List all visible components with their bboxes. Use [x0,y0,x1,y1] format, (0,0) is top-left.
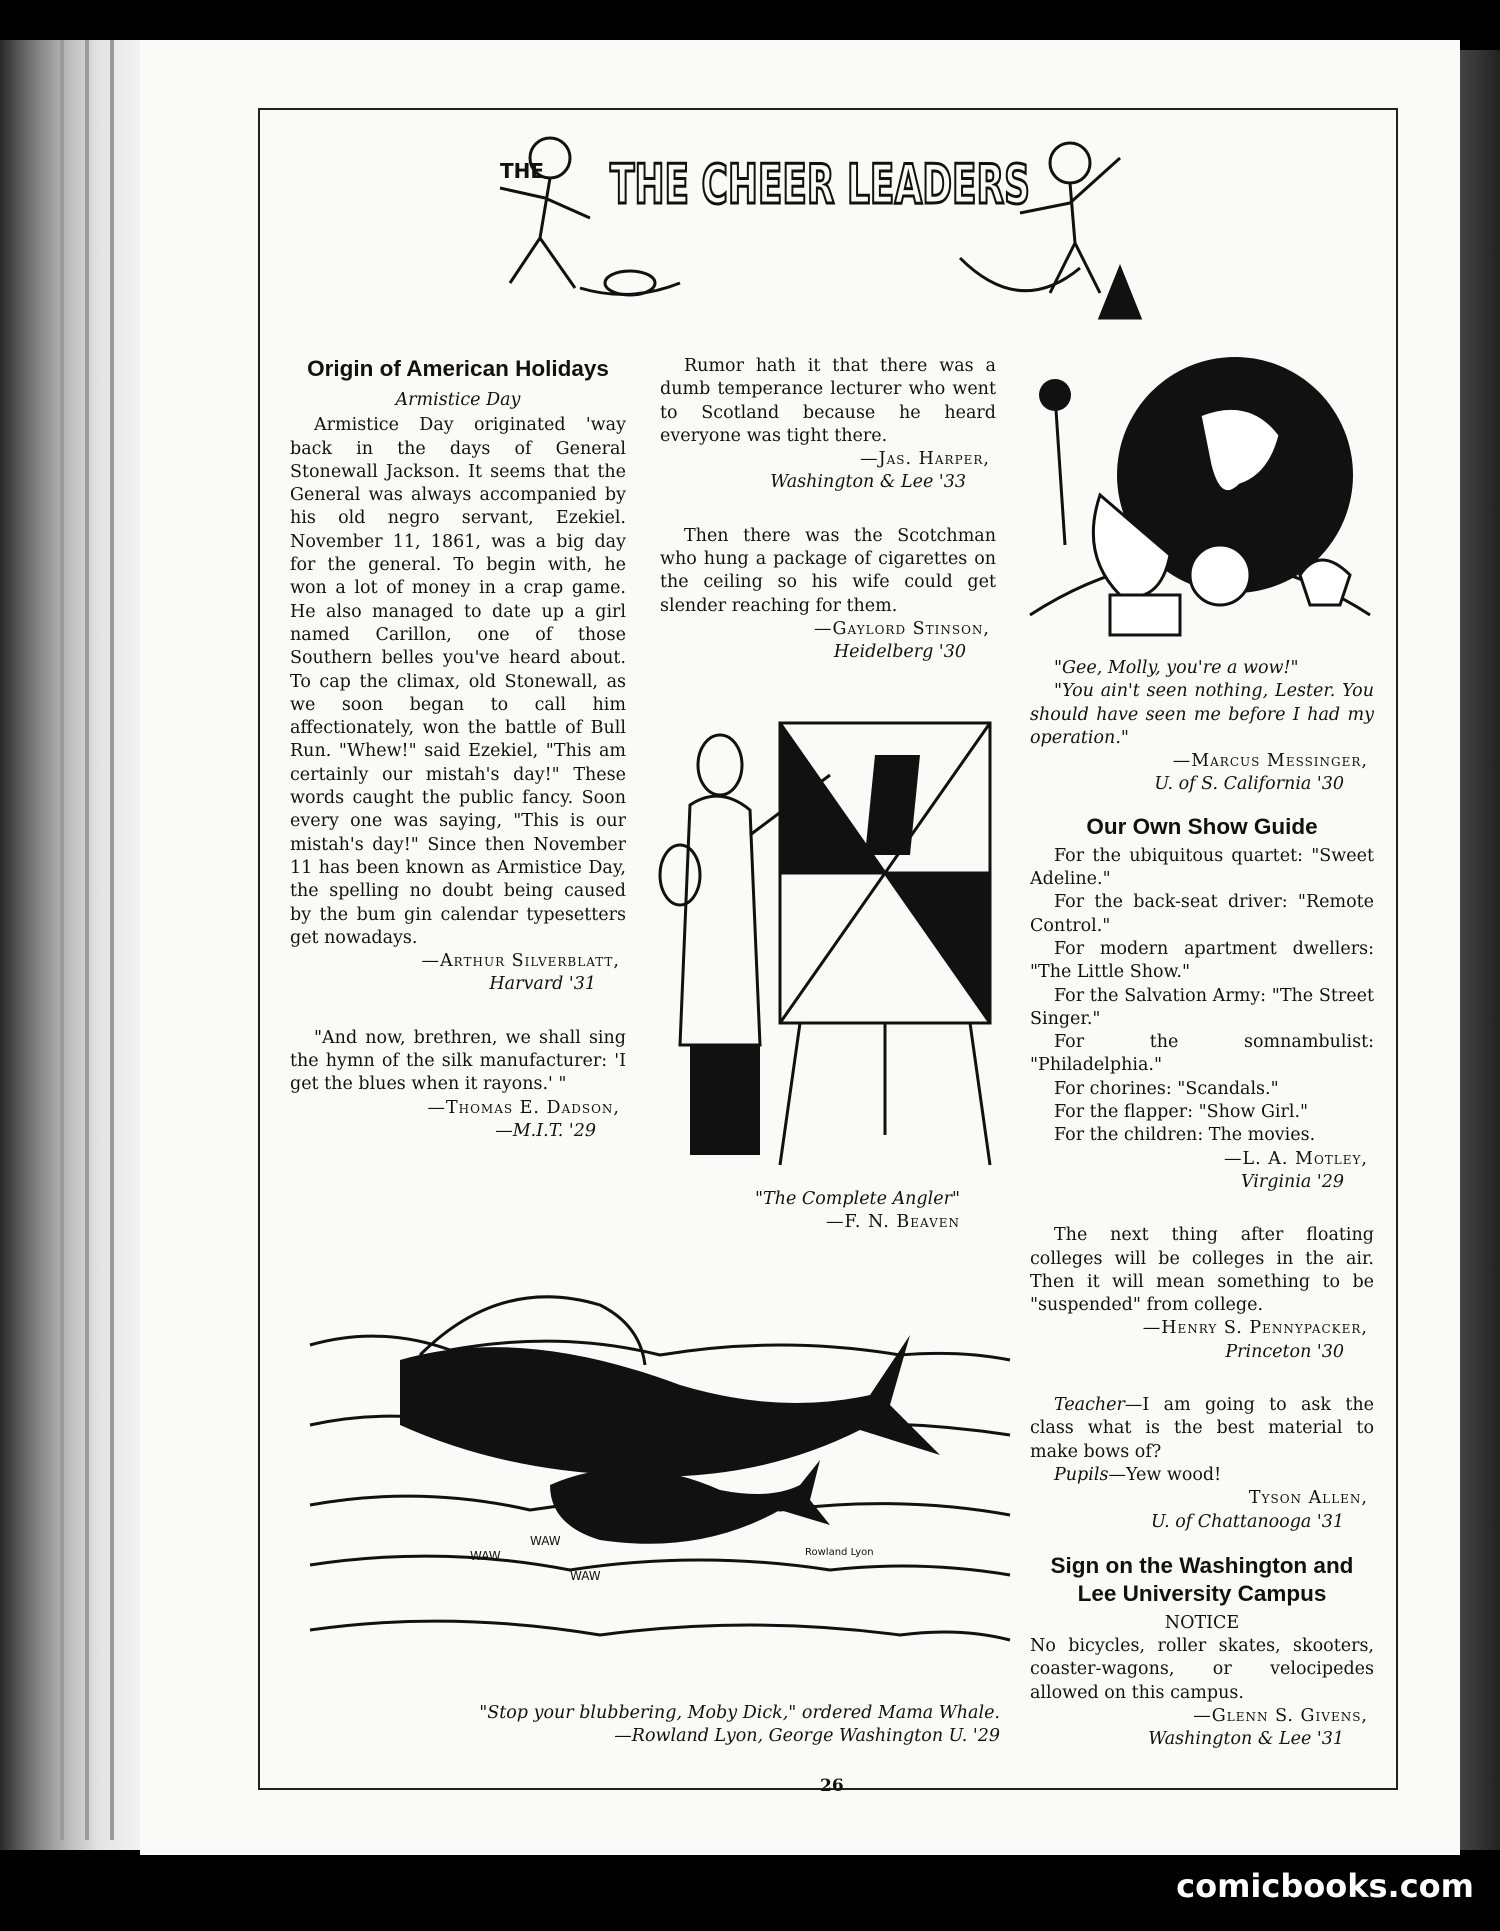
joke-scotchman: Then there was the Scotchman who hung a package of cigarettes on the ceiling so his wife could get slender reaching for them. [660,525,996,616]
show-guide-item: For the somnambulist: "Philadelphia." [1030,1032,1374,1076]
author-pennypacker: —Henry S. Pennypacker, [1142,1318,1368,1339]
byline [660,448,996,495]
waw-1: WAW [470,1549,501,1563]
page-edge [85,40,89,1840]
column-middle [660,355,996,665]
show-guide-item: For the children: The movies. [1054,1125,1316,1146]
whale-caption: "Stop your blubbering, Moby Dick," ordered Mama Whale. [479,1703,1000,1723]
show-guide-item: For modern apartment dwellers: "The Little Show." [1030,938,1374,983]
heading-origin-holidays: Origin of American Holidays [307,356,609,381]
show-guide-item: For the Salvation Army: "The Street Singer." [1030,985,1374,1029]
byline [660,618,996,665]
byline [290,1097,626,1144]
show-guide-item: For the back-seat driver: "Remote Control." [1030,892,1374,936]
school-washington-lee: Washington & Lee '33 [770,472,966,493]
column-left [290,355,626,1143]
school-virginia: Virginia '29 [1240,1171,1344,1192]
title-art-text: THE CHEER LEADERS [610,153,1030,216]
author-givens: —Glenn S. Givens, [1193,1705,1368,1726]
heading-show-guide: Our Own Show Guide [1086,813,1318,839]
byline [1030,1487,1374,1534]
school-harvard: Harvard '31 [489,974,596,995]
molly-line-2: "You ain't seen nothing, Lester. You should have seen me before I had my operation." [1030,681,1374,748]
pupils-label: Pupils [1054,1464,1109,1485]
book-spine [0,40,140,1850]
byline [290,950,626,997]
byline [1030,750,1374,797]
school-mit: —M.I.T. '29 [495,1120,596,1141]
title-art-the: THE [500,159,545,183]
author-dadson: —Thomas E. Dadson, [427,1097,620,1118]
teacher-label: Teacher [1054,1395,1125,1416]
artist-signature: Rowland Lyon [805,1547,874,1558]
author-harper: —Jas. Harper, [860,449,990,470]
byline [660,1211,960,1234]
byline [1030,1705,1374,1752]
author-silverblatt: —Arthur Silverblatt, [421,951,620,972]
page-number: 26 [820,1776,844,1796]
angler-caption-block [660,1188,960,1235]
author-messinger: —Marcus Messinger, [1172,751,1368,772]
school-usc: U. of S. California '30 [1154,774,1344,795]
school-washington-lee-31: Washington & Lee '31 [1148,1729,1344,1750]
whale-artist: —Rowland Lyon, George Washington U. '29 [614,1726,1000,1747]
whale-caption-block [300,1702,1000,1749]
story-armistice: Armistice Day originated 'way back in the days of General Stonewall Jackson. It seems that the General was always accompanied by his old negro servant, Ezekiel. November 11, 1861, was a big day for the general. To begin with, he won a lot of money in a crap game. He also managed to date up a girl named Carillon, one of those Southern belles you've heard about. To cap the climax, old Stonewall, as we soon began to call him affectionately, won the battle of Bull Run. "Whew!" said Ezekiel, "This am certainly our mistah's day!" These words caught the public fancy. Soon every one was saying, "This is our mistah's day!" Since then November 11 has been known as Armistice Day, the spelling no doubt being caused by the bum gin calendar typesetters get nowadays. [290,415,626,948]
school-heidelberg: Heidelberg '30 [833,642,966,663]
circus-seal-illustration [1020,355,1380,655]
whale-illustration [300,1255,1020,1700]
sign-text: No bicycles, roller skates, skooters, coaster-wagons, or velocipedes allowed on this campus. [1030,1636,1374,1703]
cheer-leaders-header-art [480,118,1160,328]
school-chattanooga: U. of Chattanooga '31 [1150,1511,1344,1532]
show-guide-item: For the ubiquitous quartet: "Sweet Adeline." [1030,845,1374,890]
artist-beaven: —F. N. Beaven [826,1212,960,1233]
joke-floating-colleges: The next thing after floating colleges will be colleges in the air. Then it will mean something to be "suspended" from college. [1030,1225,1374,1316]
show-guide-item: For the flapper: "Show Girl." [1054,1102,1309,1123]
molly-line-1: "Gee, Molly, you're a wow!" [1054,658,1299,678]
page-edge [60,40,64,1840]
waw-3: WAW [570,1569,601,1583]
joke-temperance-lecturer: Rumor hath it that there was a dumb temperance lecturer who went to Scotland because he heard everyone was tight there. [660,356,996,446]
school-princeton: Princeton '30 [1225,1341,1344,1362]
joke-silk-manufacturer: "And now, brethren, we shall sing the hymn of the silk manufacturer: 'I get the blues when it rayons.' " [290,1027,626,1095]
heading-campus-sign: Sign on the Washington and Lee University Campus [1050,1552,1354,1606]
joke-pupils [1030,1464,1374,1487]
teacher-line: —I am going to ask the class what is the best material to make bows of? [1030,1395,1374,1462]
byline [1030,1148,1374,1195]
show-guide-list [1030,845,1374,1148]
show-guide-item: For chorines: "Scandals." [1054,1078,1279,1099]
byline [1030,1317,1374,1364]
author-stinson: —Gaylord Stinson, [814,618,990,639]
waw-2: WAW [530,1534,561,1548]
sign-notice: NOTICE [1164,1612,1240,1633]
joke-teacher [1030,1394,1374,1464]
watermark: comicbooks.com [1176,1867,1474,1905]
angler-caption: "The Complete Angler" [754,1189,960,1209]
author-allen: Tyson Allen, [1248,1488,1368,1509]
column-right [1030,657,1374,1752]
subheading-armistice: Armistice Day [395,390,521,410]
page-edge [110,40,114,1840]
next-page-edge [1460,50,1500,1850]
pupils-line: —Yew wood! [1108,1464,1222,1485]
complete-angler-illustration [660,715,1000,1185]
author-motley: —L. A. Motley, [1224,1148,1368,1169]
